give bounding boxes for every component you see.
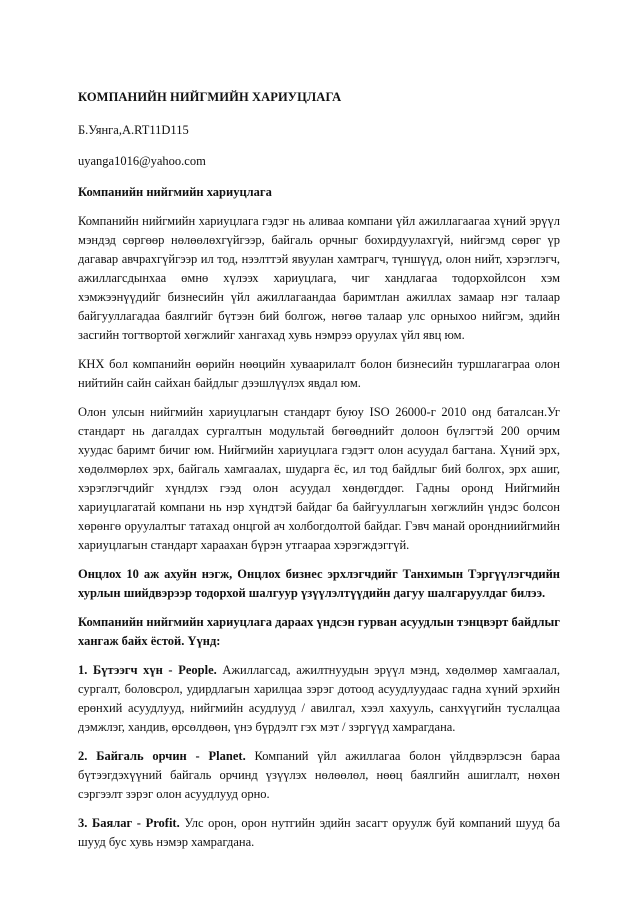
author-line: Б.Уянга,A.RT11D115 [78, 123, 189, 137]
section-heading: Компанийн нийгмийн хариуцлага [78, 185, 272, 199]
list-item-people-text: Ажиллагсад, ажилтнуудын эрүүл мэнд, хөдөлмөр хамгаалал, сургалт, боловсрол, удирдлагын харилцаа зэрэг дотоод асуудлуудаас гадна хүний эрхийн ерөнхий асуудлууд, нийгмийн асудлууд / авилгал, хээл хахууль, санхүүгийн туслалцаа дэмжлэг, хандив, өрсөлдөөн, үнэ бүрдэлт гэх мэт / зэргүүд хамрагдана. [78, 663, 560, 734]
list-item-profit [78, 814, 560, 852]
paragraph-award: Онцлох 10 аж ахуйн нэгж, Онцлох бизнес эрхлэгчдийг Танхимын Тэргүүлэгчдийн хурлын шийдвэрээр тодорхой шалгуур үзүүлэлтүүдийн дагуу шалгаруулдаг билээ. [78, 567, 560, 600]
list-item-profit-label: 3. Баялаг - Profit. [78, 816, 180, 830]
list-item-people [78, 661, 560, 737]
list-item-planet-label: 2. Байгаль орчин - Planet. [78, 749, 246, 763]
paragraph-definition: Компанийн нийгмийн хариуцлага гэдэг нь аливаа компани үйл ажиллагаагаа хүний эрүүл мэндэд сөргөөр нөлөөлөхгүйгээр, байгаль орчныг бохирдуулахгүй, нийгэмд сөрөг үр дагавар авчрахгүйгээр ил тод, нээлттэй явуулан хамтрагч, түншүүд, олон нийт, хэрэглэгч, ажиллагсдынхаа өмнө хүлээх хариуцлага, чиг хандлагаа тодорхойлсон хэм хэмжээнүүдийг бизнесийн үйл ажиллагаандаа баримтлан ажиллах замаар нэг талаар байгууллагадаа баялгийг бүтээн бий болгож, нөгөө талаар улс орныхоо нийгэм, эдийн засгийн тогтвортой хөгжлийг хангахад хувь нэмрээ оруулах үйл явц юм. [78, 214, 560, 342]
paragraph-three-issues: Компанийн нийгмийн хариуцлага дараах үндсэн гурван асуудлын тэнцвэрт байдлыг хангаж байх ёстой. Үүнд: [78, 615, 560, 648]
list-item-profit-text: Улс орон, орон нутгийн эдийн засагт оруулж буй компаний шууд ба шууд бус хувь нэмэр хамрагдана. [78, 816, 560, 849]
list-item-planet [78, 747, 560, 804]
paragraph-iso-standard: Олон улсын нийгмийн хариуцлагын стандарт буюу ISO 26000-г 2010 онд баталсан.Уг стандарт нь дагалдах сургалтын модультай бөгөөднийт долоон бүлэгтэй 200 орчим хуудас баримт бичиг юм. Нийгмийн хариуцлага гэдэгт олон асуудал багтана. Хүний эрх, хөдөлмөрлөх эрх, байгаль хамгаалах, шударга ёс, ил тод байдлыг бий болгох, эрх ашиг, хэрэглэгчдийг хүндлэх гээд олон асуудал хөндөгддөг. Гадны оронд Нийгмийн хариуцлагатай компани нь нэр хүндтэй байдаг ба байгууллагын хөгжлийн үндэс болсон хөрөнгө оруулалтыг татахад онцгой ач холбогдолтой байдаг. Гэвч манай орондниийгмийн хариуцлагын стандарт хараахан бүрэн утгаараа хэрэгждэггүй. [78, 405, 560, 552]
email-line: uyanga1016@yahoo.com [78, 154, 206, 168]
document-title: КОМПАНИЙН НИЙГМИЙН ХАРИУЦЛАГА [78, 90, 342, 104]
paragraph-knh: КНХ бол компанийн өөрийн нөөцийн хуваарилалт болон бизнесийн туршлагаграа олон нийтийн сайн сайхан байдлыг дээшлүүлэх явдал юм. [78, 357, 560, 390]
list-item-planet-text: Компаний үйл ажиллагаа болон үйлдвэрлэсэн бараа бүтээгдэхүүний байгаль орчинд үзүүлэх нөлөөлөл, нөөц баялгийн ашиглалт, нөхөн сэргээлт зэрэг олон асуудлууд орно. [78, 749, 560, 801]
list-item-people-label: 1. Бүтээгч хүн - People. [78, 663, 217, 677]
